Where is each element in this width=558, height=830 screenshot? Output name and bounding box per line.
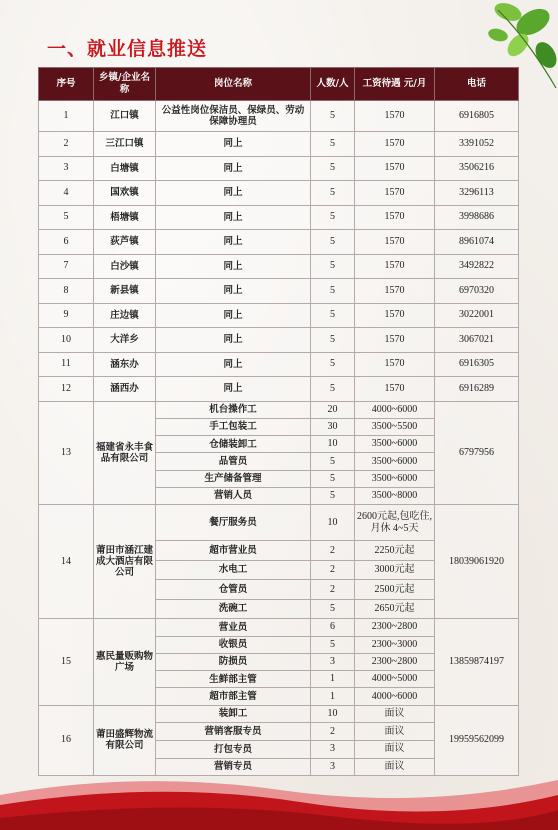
- cell-salary: 2500元起: [355, 580, 435, 600]
- cell-count: 2: [311, 541, 355, 561]
- cell-count: 20: [311, 401, 355, 418]
- cell-phone: 3492822: [435, 254, 519, 279]
- cell-salary: 1570: [355, 279, 435, 304]
- cell-salary: 4000~6000: [355, 401, 435, 418]
- cell-job: 生鲜部主管: [156, 671, 311, 688]
- cell-salary: 2600元起,包吃住,月休 4~5天: [355, 505, 435, 541]
- cell-index: 8: [39, 279, 94, 304]
- red-wave-decoration: [0, 750, 558, 830]
- cell-company: 涵东办: [94, 352, 156, 377]
- cell-company: 惠民量贩购物广场: [94, 619, 156, 705]
- cell-salary: 2300~3000: [355, 636, 435, 653]
- header-company: 乡镇/企业名称: [94, 68, 156, 101]
- cell-count: 2: [311, 580, 355, 600]
- table-row: [39, 619, 519, 636]
- cell-count: 2: [311, 723, 355, 741]
- cell-job: 同上: [156, 156, 311, 181]
- cell-company: 莆田盛辉物流有限公司: [94, 705, 156, 775]
- cell-count: 5: [311, 328, 355, 353]
- cell-job: 生产储备管理: [156, 470, 311, 487]
- cell-phone: 6970320: [435, 279, 519, 304]
- cell-company: 江口镇: [94, 101, 156, 132]
- cell-salary: 1570: [355, 205, 435, 230]
- cell-salary: 2650元起: [355, 599, 435, 619]
- cell-company: 荻芦镇: [94, 230, 156, 255]
- cell-count: 1: [311, 671, 355, 688]
- cell-count: 5: [311, 377, 355, 402]
- cell-phone: 3022001: [435, 303, 519, 328]
- table-row: [39, 132, 519, 157]
- cell-salary: 1570: [355, 181, 435, 206]
- header-phone: 电话: [435, 68, 519, 101]
- cell-count: 5: [311, 303, 355, 328]
- cell-company: 白塘镇: [94, 156, 156, 181]
- cell-count: 2: [311, 560, 355, 580]
- cell-job: 同上: [156, 303, 311, 328]
- cell-salary: 4000~5000: [355, 671, 435, 688]
- table-row: [39, 254, 519, 279]
- job-info-table: [38, 67, 519, 776]
- cell-index: 1: [39, 101, 94, 132]
- table-row: [39, 279, 519, 304]
- cell-phone: 8961074: [435, 230, 519, 255]
- cell-job: 同上: [156, 230, 311, 255]
- cell-salary: 3500~6000: [355, 436, 435, 453]
- table-row: [39, 328, 519, 353]
- cell-index: 10: [39, 328, 94, 353]
- cell-index: 2: [39, 132, 94, 157]
- table-row: [39, 303, 519, 328]
- cell-count: 5: [311, 487, 355, 504]
- cell-index: 16: [39, 705, 94, 775]
- cell-phone: 3296113: [435, 181, 519, 206]
- cell-index: 9: [39, 303, 94, 328]
- cell-count: 5: [311, 205, 355, 230]
- cell-job: 超市部主管: [156, 688, 311, 705]
- cell-phone: 3391052: [435, 132, 519, 157]
- cell-job: 同上: [156, 254, 311, 279]
- header-index: 序号: [39, 68, 94, 101]
- table-row: [39, 401, 519, 418]
- cell-salary: 3000元起: [355, 560, 435, 580]
- cell-salary: 面议: [355, 740, 435, 758]
- cell-count: 3: [311, 653, 355, 670]
- cell-salary: 1570: [355, 230, 435, 255]
- cell-job: 同上: [156, 279, 311, 304]
- cell-count: 5: [311, 453, 355, 470]
- cell-job: 水电工: [156, 560, 311, 580]
- header-job: 岗位名称: [156, 68, 311, 101]
- cell-salary: 1570: [355, 101, 435, 132]
- cell-count: 5: [311, 279, 355, 304]
- cell-job: 超市营业员: [156, 541, 311, 561]
- cell-count: 5: [311, 230, 355, 255]
- cell-index: 7: [39, 254, 94, 279]
- cell-job: 公益性岗位保洁员、保绿员、劳动保障协理员: [156, 101, 311, 132]
- cell-job: 收银员: [156, 636, 311, 653]
- cell-phone: 19959562099: [435, 705, 519, 775]
- cell-job: 打包专员: [156, 740, 311, 758]
- table-row: [39, 181, 519, 206]
- cell-job: 同上: [156, 352, 311, 377]
- cell-job: 同上: [156, 205, 311, 230]
- cell-index: 12: [39, 377, 94, 402]
- cell-salary: 3500~6000: [355, 453, 435, 470]
- cell-phone: 6916305: [435, 352, 519, 377]
- cell-count: 6: [311, 619, 355, 636]
- cell-job: 同上: [156, 132, 311, 157]
- cell-salary: 3500~8000: [355, 487, 435, 504]
- cell-job: 营业员: [156, 619, 311, 636]
- table-row: [39, 205, 519, 230]
- cell-phone: 6916289: [435, 377, 519, 402]
- cell-phone: 3067021: [435, 328, 519, 353]
- cell-salary: 1570: [355, 254, 435, 279]
- cell-job: 品管员: [156, 453, 311, 470]
- cell-company: 福建省永丰食品有限公司: [94, 401, 156, 505]
- cell-phone: 3506216: [435, 156, 519, 181]
- cell-salary: 1570: [355, 303, 435, 328]
- table-row: [39, 156, 519, 181]
- cell-count: 10: [311, 505, 355, 541]
- cell-index: 6: [39, 230, 94, 255]
- table-row: [39, 505, 519, 541]
- cell-salary: 3500~6000: [355, 470, 435, 487]
- cell-count: 5: [311, 636, 355, 653]
- cell-job: 仓储装卸工: [156, 436, 311, 453]
- cell-salary: 1570: [355, 132, 435, 157]
- cell-salary: 1570: [355, 377, 435, 402]
- cell-salary: 1570: [355, 156, 435, 181]
- table-header-row: [39, 68, 519, 101]
- cell-count: 5: [311, 181, 355, 206]
- cell-index: 4: [39, 181, 94, 206]
- table-row: [39, 230, 519, 255]
- cell-salary: 面议: [355, 723, 435, 741]
- cell-phone: 6916805: [435, 101, 519, 132]
- header-salary: 工资待遇 元/月: [355, 68, 435, 101]
- cell-count: 5: [311, 254, 355, 279]
- cell-index: 11: [39, 352, 94, 377]
- cell-job: 手工包装工: [156, 418, 311, 435]
- header-count: 人数/人: [311, 68, 355, 101]
- cell-company: 梧塘镇: [94, 205, 156, 230]
- cell-count: 5: [311, 132, 355, 157]
- cell-salary: 4000~6000: [355, 688, 435, 705]
- cell-job: 餐厅服务员: [156, 505, 311, 541]
- cell-job: 同上: [156, 181, 311, 206]
- cell-count: 10: [311, 705, 355, 723]
- cell-company: 新县镇: [94, 279, 156, 304]
- cell-company: 涵西办: [94, 377, 156, 402]
- cell-phone: 13859874197: [435, 619, 519, 705]
- cell-salary: 3500~5500: [355, 418, 435, 435]
- cell-phone: 6797956: [435, 401, 519, 505]
- cell-job: 仓管员: [156, 580, 311, 600]
- cell-index: 14: [39, 505, 94, 619]
- cell-company: 白沙镇: [94, 254, 156, 279]
- section-title: 一、就业信息推送: [47, 38, 208, 60]
- cell-phone: 18039061920: [435, 505, 519, 619]
- cell-salary: 面议: [355, 758, 435, 776]
- cell-count: 10: [311, 436, 355, 453]
- cell-salary: 2300~2800: [355, 619, 435, 636]
- cell-count: 5: [311, 101, 355, 132]
- cell-job: 洗碗工: [156, 599, 311, 619]
- cell-index: 5: [39, 205, 94, 230]
- cell-company: 大洋乡: [94, 328, 156, 353]
- cell-job: 营销客服专员: [156, 723, 311, 741]
- table-row: [39, 377, 519, 402]
- cell-count: 3: [311, 758, 355, 776]
- cell-salary: 1570: [355, 352, 435, 377]
- cell-count: 5: [311, 352, 355, 377]
- cell-job: 同上: [156, 377, 311, 402]
- cell-job: 机台操作工: [156, 401, 311, 418]
- cell-job: 营销人员: [156, 487, 311, 504]
- cell-salary: 面议: [355, 705, 435, 723]
- cell-salary: 1570: [355, 328, 435, 353]
- table-row: [39, 705, 519, 723]
- cell-job: 营销专员: [156, 758, 311, 776]
- cell-count: 5: [311, 156, 355, 181]
- table-row: [39, 101, 519, 132]
- cell-job: 防损员: [156, 653, 311, 670]
- cell-index: 15: [39, 619, 94, 705]
- table-row: [39, 352, 519, 377]
- cell-company: 莆田市涵江建成大酒店有限公司: [94, 505, 156, 619]
- cell-count: 5: [311, 470, 355, 487]
- cell-company: 三江口镇: [94, 132, 156, 157]
- cell-count: 30: [311, 418, 355, 435]
- cell-company: 庄边镇: [94, 303, 156, 328]
- cell-phone: 3998686: [435, 205, 519, 230]
- cell-job: 同上: [156, 328, 311, 353]
- cell-index: 3: [39, 156, 94, 181]
- cell-count: 5: [311, 599, 355, 619]
- cell-company: 国欢镇: [94, 181, 156, 206]
- cell-count: 1: [311, 688, 355, 705]
- cell-job: 装卸工: [156, 705, 311, 723]
- cell-salary: 2300~2800: [355, 653, 435, 670]
- cell-index: 13: [39, 401, 94, 505]
- cell-salary: 2250元起: [355, 541, 435, 561]
- cell-count: 3: [311, 740, 355, 758]
